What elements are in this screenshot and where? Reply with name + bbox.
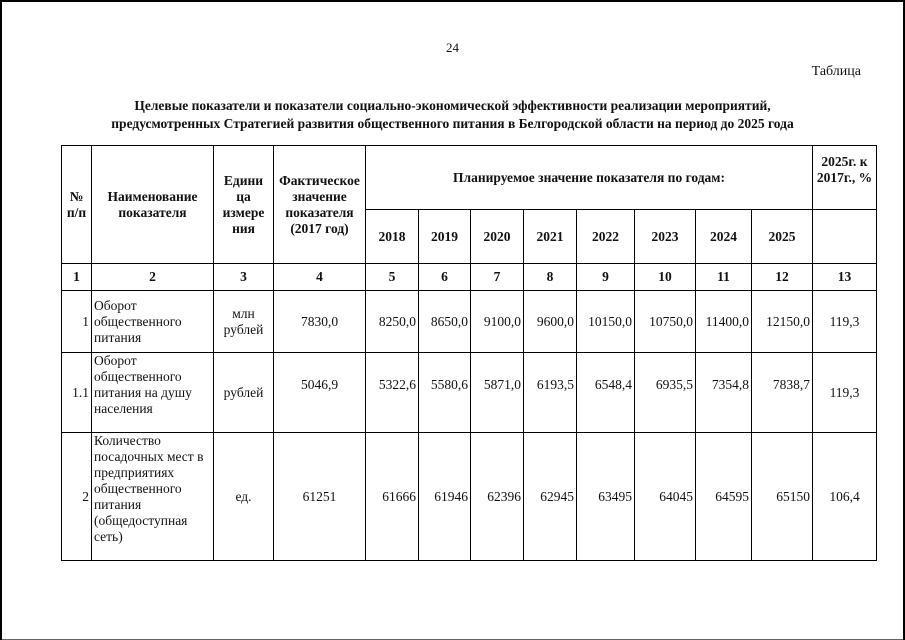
row-value: 7838,7 xyxy=(752,353,813,433)
row-value: 61666 xyxy=(366,433,419,561)
row-value: 62396 xyxy=(471,433,524,561)
column-number: 7 xyxy=(471,264,524,291)
column-number: 13 xyxy=(813,264,877,291)
row-num: 1.1 xyxy=(62,353,92,433)
row-fact: 5046,9 xyxy=(274,353,366,433)
row-ratio: 106,4 xyxy=(813,433,877,561)
row-value: 62945 xyxy=(524,433,577,561)
table-row xyxy=(62,353,877,433)
header-year: 2021 xyxy=(524,210,577,264)
row-value: 10750,0 xyxy=(635,291,696,353)
header-year: 2023 xyxy=(635,210,696,264)
row-value: 11400,0 xyxy=(696,291,752,353)
title-line-2: предусмотренных Стратегией развития общественного питания в Белгородской области на период до 2025 года xyxy=(111,116,794,131)
row-value: 5871,0 xyxy=(471,353,524,433)
page-number: 24 xyxy=(446,40,459,55)
column-number: 8 xyxy=(524,264,577,291)
header-year: 2025 xyxy=(752,210,813,264)
column-number: 3 xyxy=(214,264,274,291)
row-fact: 7830,0 xyxy=(274,291,366,353)
header-year: 2018 xyxy=(366,210,419,264)
row-value: 10150,0 xyxy=(577,291,635,353)
row-unit: млн рублей xyxy=(214,291,274,353)
row-ratio: 119,3 xyxy=(813,291,877,353)
header-ratio: 2025г. к 2017г., % xyxy=(813,146,877,210)
row-value: 5580,6 xyxy=(419,353,471,433)
column-number: 11 xyxy=(696,264,752,291)
table-label: Таблица xyxy=(811,64,861,79)
header-name: Наименование показателя xyxy=(92,146,214,264)
row-value: 63495 xyxy=(577,433,635,561)
column-number: 4 xyxy=(274,264,366,291)
table-row xyxy=(62,291,877,353)
column-number: 2 xyxy=(92,264,214,291)
row-value: 6193,5 xyxy=(524,353,577,433)
column-number: 6 xyxy=(419,264,471,291)
row-ratio: 119,3 xyxy=(813,353,877,433)
scan-edge-left xyxy=(0,0,2,640)
row-fact: 61251 xyxy=(274,433,366,561)
header-planned: Планируемое значение показателя по годам: xyxy=(366,146,813,210)
header-year: 2019 xyxy=(419,210,471,264)
scan-edge-top xyxy=(0,0,905,2)
row-value: 8650,0 xyxy=(419,291,471,353)
header-year: 2022 xyxy=(577,210,635,264)
header-fact: Фактическое значение показателя (2017 год) xyxy=(274,146,366,264)
row-name: Количество посадочных мест в предприятиях общественного питания (общедоступная сеть) xyxy=(92,433,214,561)
header-num: № п/п xyxy=(62,146,92,264)
row-value: 7354,8 xyxy=(696,353,752,433)
column-number: 10 xyxy=(635,264,696,291)
header-empty-cell xyxy=(813,210,877,264)
row-value: 9600,0 xyxy=(524,291,577,353)
column-number: 12 xyxy=(752,264,813,291)
header-row xyxy=(62,146,877,210)
header-year: 2024 xyxy=(696,210,752,264)
title-line-1: Целевые показатели и показатели социально-экономической эффективности реализации мероприятий, xyxy=(134,98,771,113)
row-value: 65150 xyxy=(752,433,813,561)
row-value: 9100,0 xyxy=(471,291,524,353)
row-unit: ед. xyxy=(214,433,274,561)
row-value: 64045 xyxy=(635,433,696,561)
row-value: 8250,0 xyxy=(366,291,419,353)
document-title xyxy=(60,97,845,133)
row-value: 61946 xyxy=(419,433,471,561)
row-num: 2 xyxy=(62,433,92,561)
table-row xyxy=(62,433,877,561)
column-number-row xyxy=(62,264,877,291)
row-value: 12150,0 xyxy=(752,291,813,353)
indicators-table xyxy=(61,145,877,561)
row-unit: рублей xyxy=(214,353,274,433)
column-number: 9 xyxy=(577,264,635,291)
column-number: 1 xyxy=(62,264,92,291)
row-value: 6548,4 xyxy=(577,353,635,433)
column-number: 5 xyxy=(366,264,419,291)
row-value: 5322,6 xyxy=(366,353,419,433)
row-name: Оборот общественного питания на душу населения xyxy=(92,353,214,433)
row-num: 1 xyxy=(62,291,92,353)
header-year: 2020 xyxy=(471,210,524,264)
row-value: 6935,5 xyxy=(635,353,696,433)
row-value: 64595 xyxy=(696,433,752,561)
row-name: Оборот общественного питания xyxy=(92,291,214,353)
header-unit: Едини ца измере ния xyxy=(214,146,274,264)
